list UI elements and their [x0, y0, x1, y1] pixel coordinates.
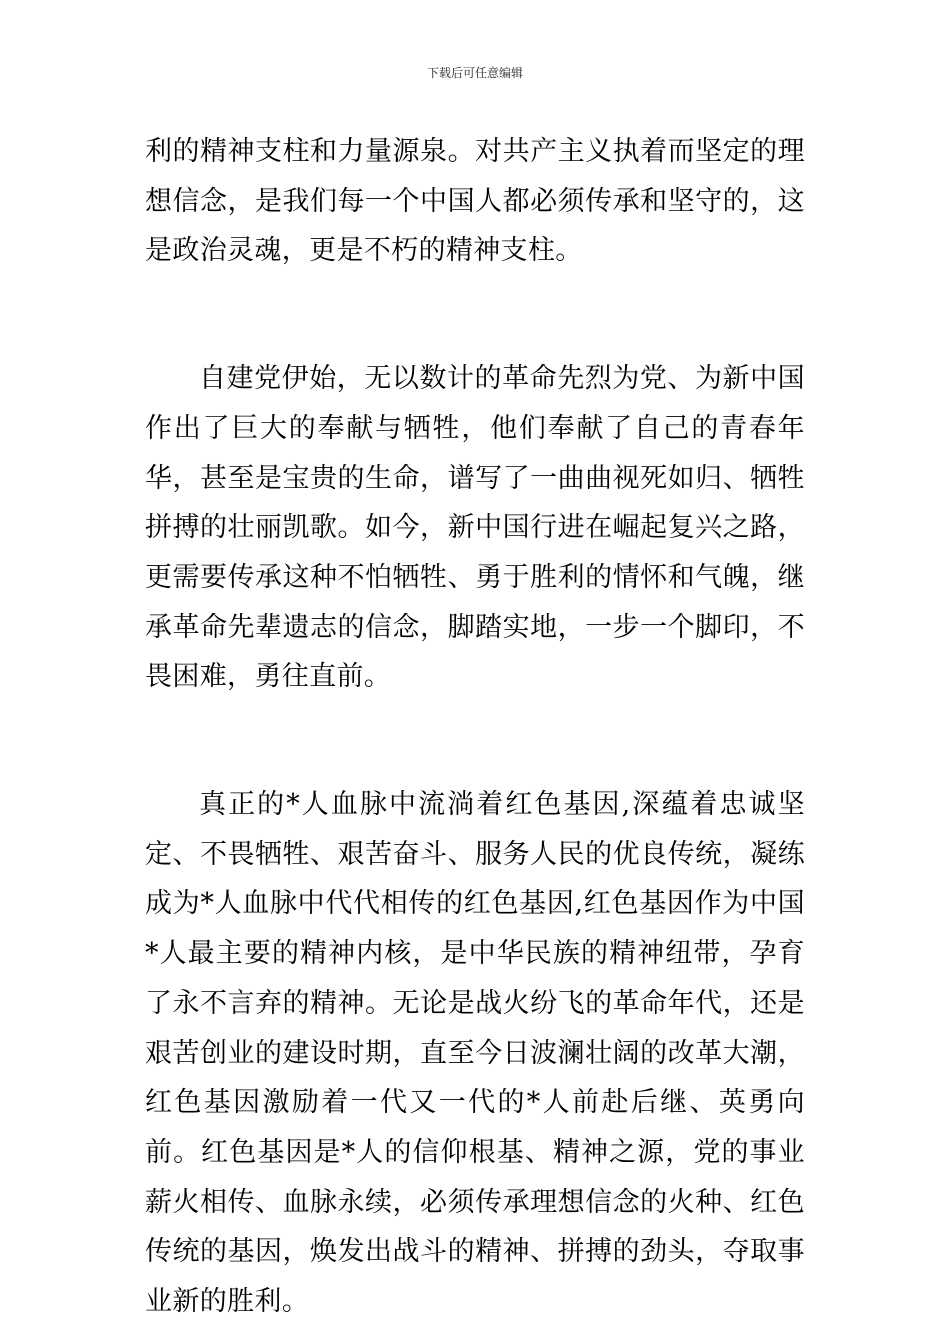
page-header: 下载后可任意编辑: [426, 66, 523, 80]
paragraph-continuation: 利的精神支柱和力量源泉。对共产主义执着而坚定的理想信念，是我们每一个中国人都必须传承和坚守的，这是政治灵魂，更是不朽的精神支柱。: [145, 136, 805, 267]
document-body: [145, 127, 805, 1327]
paragraph-gap: [145, 276, 805, 354]
paragraph-gap: [145, 702, 805, 780]
paragraph-red-gene: 真正的*人血脉中流淌着红色基因,深蕴着忠诚坚定、不畏牺牲、艰苦奋斗、服务人民的优良传统，凝练成为*人血脉中代代相传的红色基因,红色基因作为中国*人最主要的精神内核，是中华民族的精神纽带，孕育了永不言弃的精神。无论是战火纷飞的革命年代，还是艰苦创业的建设时期，直至今日波澜壮阔的改革大潮，红色基因激励着一代又一代的*人前赴后继、英勇向前。红色基因是*人的信仰根基、精神之源，党的事业薪火相传、血脉永续，必须传承理想信念的火种、红色传统的基因，焕发出战斗的精神、拼搏的劲头，夺取事业新的胜利。: [145, 789, 805, 1318]
paragraph-revolutionary-martyrs: 自建党伊始，无以数计的革命先烈为党、为新中国作出了巨大的奉献与牺牲，他们奉献了自己的青春年华，甚至是宝贵的生命，谱写了一曲曲视死如归、牺牲拼搏的壮丽凯歌。如今，新中国行进在崛起复兴之路，更需要传承这种不怕牺牲、勇于胜利的情怀和气魄，继承革命先辈遗志的信念，脚踏实地，一步一个脚印，不畏困难，勇往直前。: [145, 363, 805, 693]
